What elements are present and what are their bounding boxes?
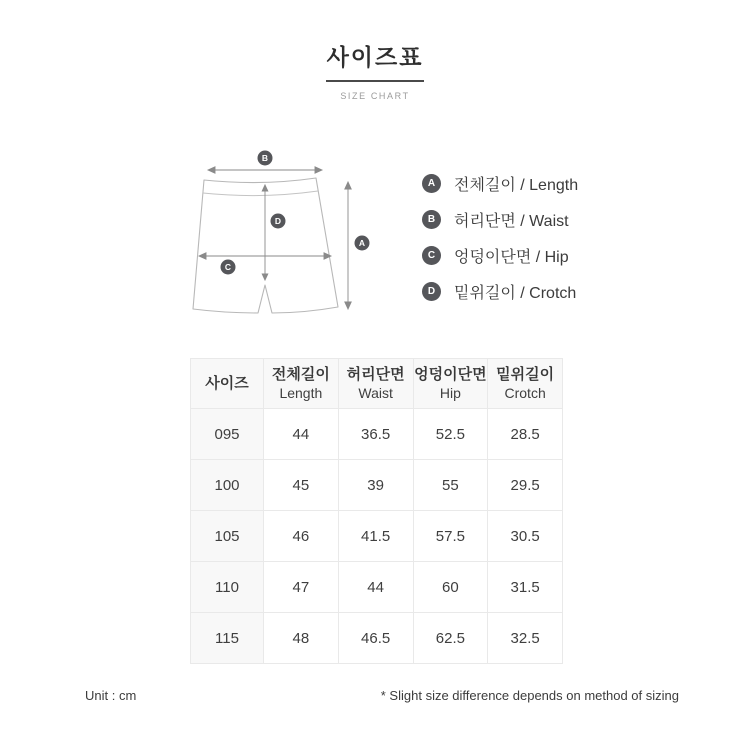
- col-header-length: 전체길이 Length: [264, 359, 339, 409]
- length-value: 48: [264, 613, 339, 664]
- unit-note: Unit : cm: [85, 688, 137, 703]
- diagram-badge-a: [355, 236, 370, 251]
- waist-value: 44: [338, 562, 413, 613]
- crotch-value: 32.5: [488, 613, 563, 664]
- crotch-value: 31.5: [488, 562, 563, 613]
- legend-item-waist: [422, 208, 578, 230]
- size-value: 100: [191, 460, 264, 511]
- size-table-header-row: [191, 359, 563, 409]
- crotch-value: 29.5: [488, 460, 563, 511]
- legend-label-length: 전체길이 / Length: [454, 176, 579, 194]
- legend-badge-d: D: [422, 282, 441, 301]
- hip-value: 62.5: [413, 613, 488, 664]
- legend-item-length: [422, 172, 578, 194]
- svg-text:B: B: [261, 153, 269, 163]
- svg-text:D: D: [274, 216, 282, 226]
- col-header-hip: 엉덩이단면 Hip: [413, 359, 488, 409]
- table-row: [191, 409, 563, 460]
- sizing-disclaimer: * Slight size difference depends on method of sizing: [380, 688, 679, 703]
- length-value: 44: [264, 409, 339, 460]
- length-value: 46: [264, 511, 339, 562]
- length-value: 47: [264, 562, 339, 613]
- size-value: 105: [191, 511, 264, 562]
- legend-badge-a: A: [422, 174, 441, 193]
- waist-value: 46.5: [338, 613, 413, 664]
- size-value: 115: [191, 613, 264, 664]
- page-title: 사이즈표: [326, 44, 424, 70]
- size-table: [190, 358, 563, 664]
- waist-arrow: [208, 167, 322, 173]
- svg-text:A: A: [358, 238, 366, 248]
- col-header-crotch: 밑위길이 Crotch: [488, 359, 563, 409]
- svg-text:C: C: [224, 262, 232, 272]
- title-divider: [326, 80, 424, 82]
- hip-value: 60: [413, 562, 488, 613]
- table-row: [191, 562, 563, 613]
- legend-item-hip: [422, 244, 578, 266]
- measurement-legend: [422, 172, 578, 316]
- legend-label-crotch: 밑위길이 / Crotch: [454, 284, 577, 302]
- page-header: [0, 44, 750, 101]
- hip-value: 55: [413, 460, 488, 511]
- hip-value: 57.5: [413, 511, 488, 562]
- legend-label-hip: 엉덩이단면 / Hip: [454, 248, 569, 266]
- crotch-value: 28.5: [488, 409, 563, 460]
- crotch-value: 30.5: [488, 511, 563, 562]
- legend-label-waist: 허리단면 / Waist: [454, 212, 569, 230]
- hip-value: 52.5: [413, 409, 488, 460]
- size-value: 110: [191, 562, 264, 613]
- table-row: [191, 613, 563, 664]
- table-row: [191, 460, 563, 511]
- size-value: 095: [191, 409, 264, 460]
- waist-value: 39: [338, 460, 413, 511]
- col-header-waist: 허리단면 Waist: [338, 359, 413, 409]
- shorts-outline: [193, 178, 338, 313]
- diagram-badge-d: [271, 214, 286, 229]
- diagram-badge-b: [258, 151, 273, 166]
- length-value: 45: [264, 460, 339, 511]
- legend-item-crotch: [422, 280, 578, 302]
- col-header-size: 사이즈: [191, 359, 264, 409]
- length-arrow: [345, 182, 351, 309]
- waist-value: 41.5: [338, 511, 413, 562]
- shorts-measurement-diagram: [183, 145, 383, 320]
- waist-value: 36.5: [338, 409, 413, 460]
- table-row: [191, 511, 563, 562]
- diagram-badge-c: [221, 260, 236, 275]
- legend-badge-c: C: [422, 246, 441, 265]
- legend-badge-b: B: [422, 210, 441, 229]
- page-subtitle: SIZE CHART: [340, 91, 410, 101]
